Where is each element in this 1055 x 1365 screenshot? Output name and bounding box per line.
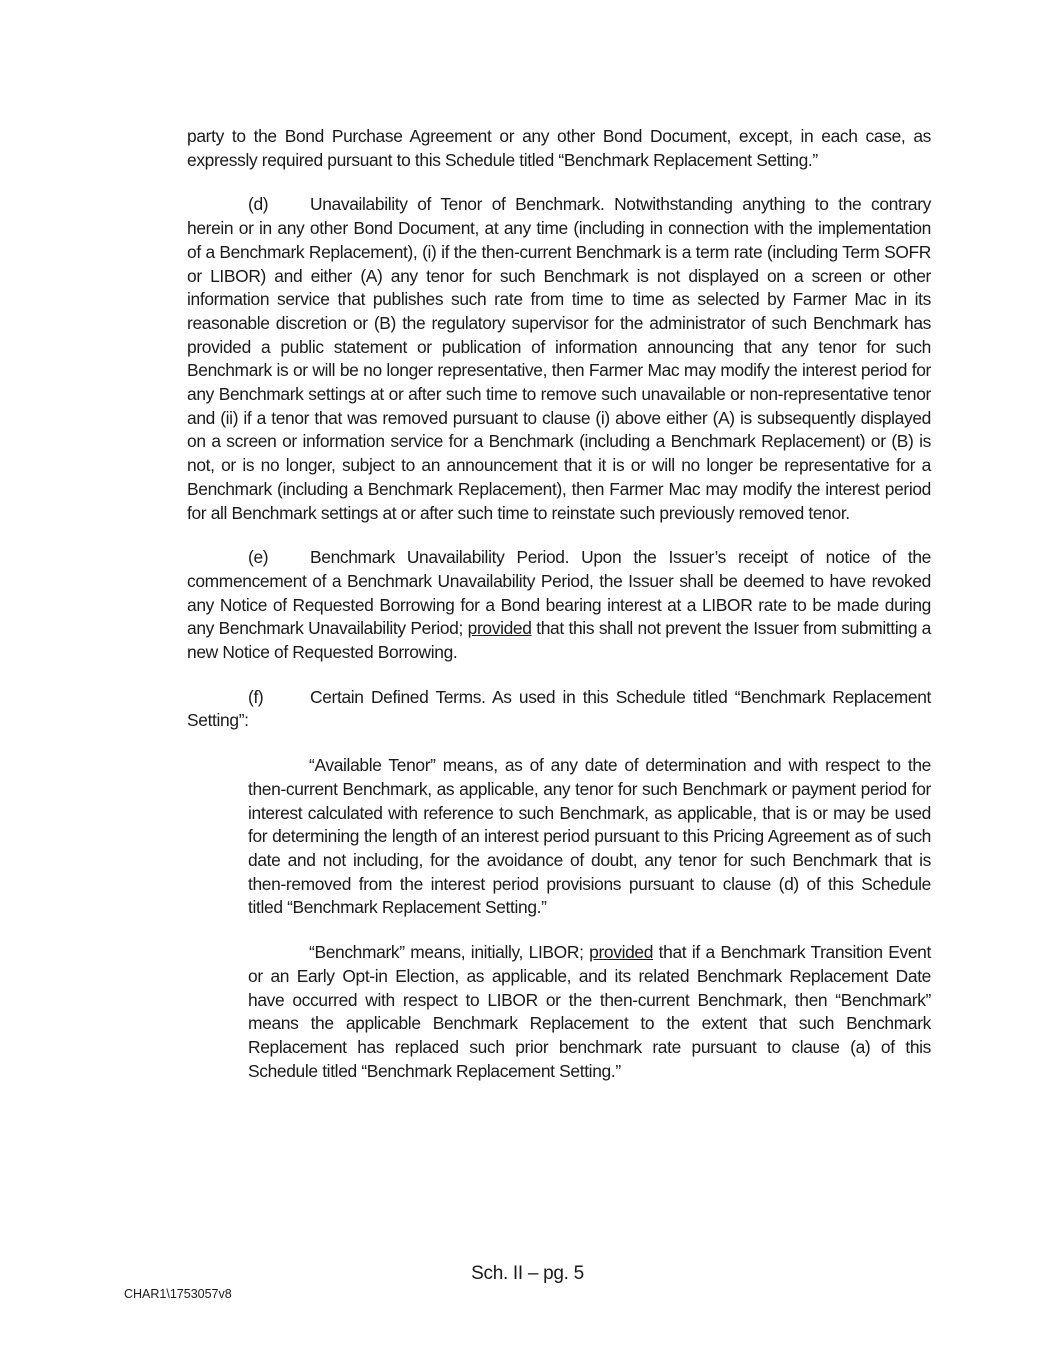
section-label: (e) [248,547,269,568]
section-heading: Certain Defined Terms. [310,686,486,707]
document-body [187,125,931,1104]
definition-text: “Available Tenor” means, as of any date of determination and with respect to the then-current Benchmark, as applicable, any tenor for such Benchmark or payment period for interest calculated with reference to such Benchmark, as applicable, that is or may be used for determining the length of an interest period pursuant to this Pricing Agreement as of such date and not including, for the avoidance of doubt, any tenor for such Benchmark that is then-removed from the interest period provisions pursuant to clause (d) of this Schedule titled “Benchmark Replacement Setting.” [248,755,931,918]
section-d [187,193,931,525]
definition-available-tenor [248,754,931,920]
provided-underline: provided [589,942,654,963]
section-text: Upon the Issuer’s receipt of notice of the commencement of a Benchmark Unavailability Period, the Issuer shall be deemed to have revoked any Notice of Requested Borrowing for a Bond bearing interest at a LIBOR rate to be made during any Benchmark Unavailability Period; [187,547,931,639]
section-e [187,546,931,665]
page-number: Sch. II – pg. 5 [471,1263,584,1284]
provided-underline: provided [467,618,532,639]
section-label: (f) [248,686,264,707]
definition-text: that if a Benchmark Transition Event or an Early Opt-in Election, as applicable, and its related Benchmark Replacement Date have occurred with respect to LIBOR or the then-current Benchmark, then “Benchmark” means the applicable Benchmark Replacement to the extent that such Benchmark Replacement has replaced such prior benchmark rate pursuant to clause (a) of this Schedule titled “Benchmark Replacement Setting.” [248,942,931,1081]
definitions-block [248,754,931,1083]
section-text: that this shall not prevent the Issuer from submitting a new Notice of Requested Borrowing. [187,618,931,663]
section-text: As used in this Schedule titled “Benchmark Replacement Setting”: [187,686,932,731]
continuation-paragraph: party to the Bond Purchase Agreement or any other Bond Document, except, in each case, as expressly required pursuant to this Schedule titled “Benchmark Replacement Setting.” [187,126,931,170]
section-f [187,686,931,733]
document-id: CHAR1\1753057v8 [124,1287,232,1301]
section-heading: Unavailability of Tenor of Benchmark. [310,194,605,215]
section-text: Notwithstanding anything to the contrary herein or in any other Bond Document, at any time (including in connection with the implementation of a Benchmark Replacement), (i) if the then-current Benchmark is a term rate (including Term SOFR or LIBOR) and either (A) any tenor for such Benchmark is not displayed on a screen or other information service that publishes such rate from time to time as selected by Farmer Mac in its reasonable discretion or (B) the regulatory supervisor for the administrator of such Benchmark has provided a public statement or publication of information announcing that any tenor for such Benchmark is or will be no longer representative, then Farmer Mac may modify the interest period for any Benchmark settings at or after such time to remove such unavailable or non-representative tenor and (ii) if a tenor that was removed pursuant to clause (i) above either (A) is subsequently displayed on a screen or information service for a Benchmark (including a Benchmark Replacement) or (B) is not, or is no longer, subject to an announcement that it is or will no longer be representative for a Benchmark (including a Benchmark Replacement), then Farmer Mac may modify the interest period for all Benchmark settings at or after such time to reinstate such previously removed tenor. [187,194,931,523]
definition-text: “Benchmark” means, initially, LIBOR; [309,942,590,963]
definition-benchmark [248,941,931,1083]
section-heading: Benchmark Unavailability Period. [310,547,570,568]
section-label: (d) [248,194,269,215]
